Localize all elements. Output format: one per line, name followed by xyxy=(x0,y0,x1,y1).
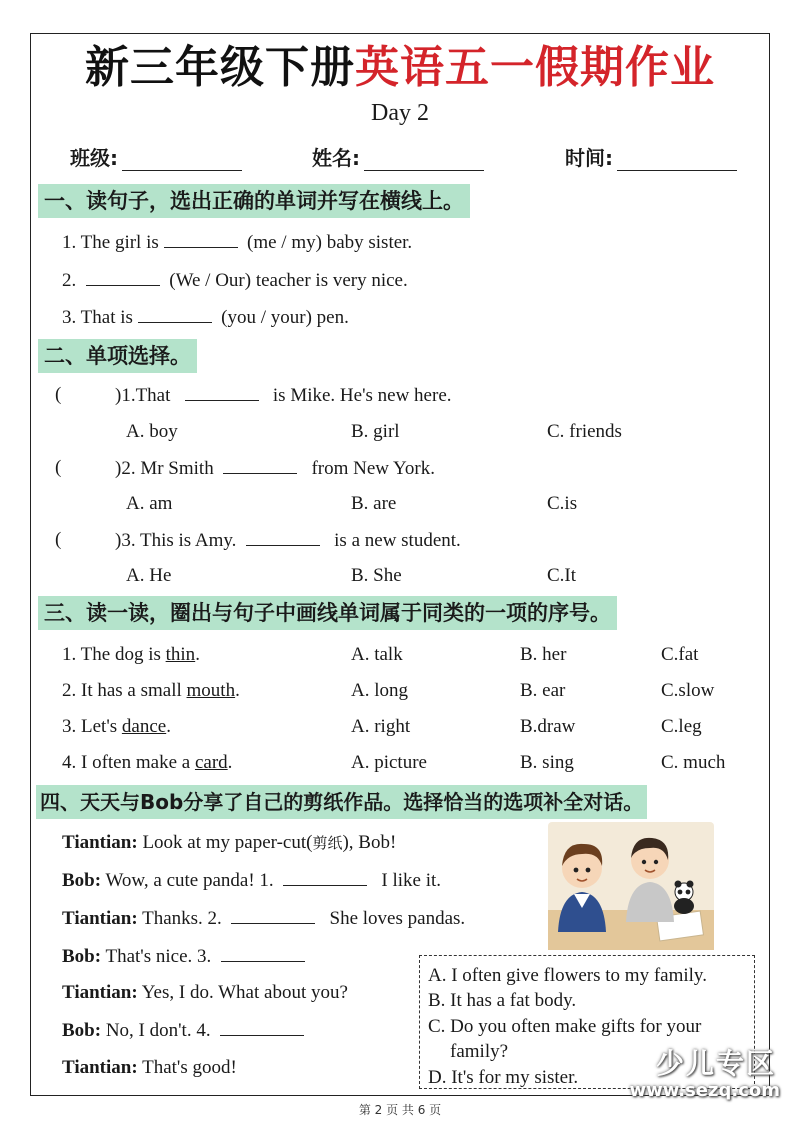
s3-item-1-opt-c: C.fat xyxy=(661,644,699,665)
dialog-5-pre: Yes, I do. What about you? xyxy=(137,982,348,1003)
s1-item-3 xyxy=(62,305,349,330)
title-red: 英语五一假期作业 xyxy=(355,42,715,93)
dialog-7-speaker: Tiantian: xyxy=(62,1057,138,1078)
s3-item-1-word: thin xyxy=(165,644,196,665)
s1-item-2 xyxy=(62,268,408,293)
dialog-3-blank[interactable] xyxy=(231,906,315,924)
title-black: 新三年级下册 xyxy=(85,42,355,93)
s1-item-2-pre: 2. xyxy=(62,270,77,291)
s2-item-3-post: is a new student. xyxy=(334,530,461,551)
name-field xyxy=(312,142,484,171)
s2-paren-2[interactable]: ( xyxy=(55,457,62,478)
dialog-line-2 xyxy=(62,868,441,893)
s3-item-2-opt-b: B. ear xyxy=(520,680,566,701)
dialog-1-speaker: Tiantian: xyxy=(62,832,138,853)
s2-item-3-opt-b: B. She xyxy=(351,565,402,586)
s1-item-1-pre: 1. The girl is xyxy=(62,232,159,253)
option-c-continued: family? xyxy=(450,1041,509,1062)
s3-item-3-opt-b: B.draw xyxy=(520,716,576,737)
section4-heading: 四、天天与Bob分享了自己的剪纸作品。选择恰当的选项补全对话。 xyxy=(36,785,647,819)
s2-item-3-opt-a: A. He xyxy=(126,565,172,586)
dialog-5-speaker: Tiantian: xyxy=(62,982,138,1003)
s2-item-1 xyxy=(115,383,452,408)
dialog-line-4 xyxy=(62,944,305,969)
s2-item-2-opt-a: A. am xyxy=(126,493,173,514)
dialog-line-5 xyxy=(62,981,348,1005)
s1-item-3-pre: 3. That is xyxy=(62,307,133,328)
time-blank[interactable] xyxy=(617,149,737,171)
page-title xyxy=(0,38,800,98)
dialog-1-cn: 剪纸 xyxy=(312,834,343,852)
s2-item-3 xyxy=(115,528,461,553)
dialog-line-6 xyxy=(62,1018,304,1043)
s3-item-1-opt-a: A. talk xyxy=(351,644,403,665)
site-watermark xyxy=(588,1040,788,1110)
s3-item-1-pre: 1. The dog is xyxy=(62,644,166,665)
s3-item-2-end: . xyxy=(235,680,240,701)
dialog-6-blank[interactable] xyxy=(220,1018,304,1036)
s1-item-1-post: (me / my) baby sister. xyxy=(247,232,413,253)
dialog-3-post: She loves pandas. xyxy=(329,908,466,929)
day-label: Day 2 xyxy=(371,100,429,126)
option-a: A. I often give flowers to my family. xyxy=(428,965,707,986)
s2-item-2-post: from New York. xyxy=(311,458,435,479)
dialog-4-pre: That's nice. 3. xyxy=(101,946,212,967)
s3-item-4 xyxy=(62,751,232,775)
s3-item-4-opt-a: A. picture xyxy=(351,752,427,773)
s3-item-3-opt-c: C.leg xyxy=(661,716,702,737)
s2-item-2 xyxy=(115,456,435,481)
s3-item-3-opt-a: A. right xyxy=(351,716,411,737)
s2-item-1-opt-b: B. girl xyxy=(351,421,400,442)
class-blank[interactable] xyxy=(122,149,242,171)
s3-item-1-end: . xyxy=(195,644,200,665)
s3-item-1-opt-b: B. her xyxy=(520,644,567,665)
dialog-line-1 xyxy=(62,831,396,855)
dialog-2-speaker: Bob: xyxy=(62,870,102,891)
s2-item-1-blank xyxy=(185,383,259,401)
s2-item-1-opt-c: C. friends xyxy=(547,421,622,442)
s2-item-1-opt-a: A. boy xyxy=(126,421,178,442)
s3-item-2 xyxy=(62,679,240,703)
s2-item-3-opt-c: C.It xyxy=(547,565,577,586)
s3-item-2-pre: 2. It has a small xyxy=(62,680,187,701)
s2-item-2-pre: )2. Mr Smith xyxy=(115,458,214,479)
dialog-1-post: ), Bob! xyxy=(342,832,397,853)
time-field xyxy=(565,142,737,171)
s3-item-4-opt-b: B. sing xyxy=(520,752,574,773)
s3-item-2-opt-a: A. long xyxy=(351,680,408,701)
option-c: C. Do you often make gifts for your xyxy=(428,1016,702,1037)
option-d: D. It's for my sister. xyxy=(428,1067,579,1088)
dialog-7-pre: That's good! xyxy=(137,1057,237,1078)
dialog-6-pre: No, I don't. 4. xyxy=(101,1020,211,1041)
dialog-1-pre: Look at my paper-cut( xyxy=(137,832,313,853)
class-label: 班级: xyxy=(70,146,118,170)
dialog-3-speaker: Tiantian: xyxy=(62,908,138,929)
s2-item-1-post: is Mike. He's new here. xyxy=(272,385,452,406)
s2-paren-1[interactable]: ( xyxy=(55,384,62,405)
s2-item-2-blank xyxy=(223,456,297,474)
s3-item-2-opt-c: C.slow xyxy=(661,680,715,701)
s2-item-2-opt-b: B. are xyxy=(351,493,397,514)
s3-item-1 xyxy=(62,643,200,667)
name-label: 姓名: xyxy=(312,146,360,170)
watermark-site: www.sezq.com xyxy=(629,1080,780,1101)
s2-item-3-pre: )3. This is Amy. xyxy=(115,530,237,551)
s1-item-3-post: (you / your) pen. xyxy=(221,307,349,328)
dialog-2-pre: Wow, a cute panda! 1. xyxy=(101,870,274,891)
s3-item-3 xyxy=(62,715,171,739)
section2-heading: 二、单项选择。 xyxy=(38,339,197,373)
option-b: B. It has a fat body. xyxy=(428,990,577,1011)
dialog-4-blank[interactable] xyxy=(221,944,305,962)
dialog-3-pre: Thanks. 2. xyxy=(137,908,222,929)
s2-item-1-pre: )1.That xyxy=(115,385,171,406)
dialog-6-speaker: Bob: xyxy=(62,1020,102,1041)
s1-item-1-blank[interactable] xyxy=(164,230,238,248)
children-papercut-illustration xyxy=(548,822,714,950)
dialog-line-7 xyxy=(62,1056,237,1080)
s3-item-4-end: . xyxy=(227,752,233,773)
s2-item-2-opt-c: C.is xyxy=(547,493,578,514)
s2-item-3-blank xyxy=(246,528,320,546)
section3-heading: 三、读一读，圈出与句子中画线单词属于同类的一项的序号。 xyxy=(38,596,617,630)
s1-item-2-blank[interactable] xyxy=(86,268,160,286)
dialog-2-blank[interactable] xyxy=(283,868,367,886)
s3-item-3-pre: 3. Let's xyxy=(62,716,122,737)
dialog-4-speaker: Bob: xyxy=(62,946,102,967)
s3-item-2-word: mouth xyxy=(186,680,236,701)
time-label: 时间: xyxy=(565,146,613,170)
s3-item-4-pre: 4. I often make a xyxy=(62,752,195,773)
s3-item-4-opt-c: C. much xyxy=(661,752,726,773)
s3-item-3-end: . xyxy=(166,716,171,737)
s1-item-2-post: (We / Our) teacher is very nice. xyxy=(169,270,408,291)
s1-item-1 xyxy=(62,230,412,255)
s3-item-4-word: card xyxy=(194,752,228,773)
dialog-line-3 xyxy=(62,906,465,931)
name-blank[interactable] xyxy=(364,149,484,171)
page-number: 第 2 页 共 6 页 xyxy=(358,1103,442,1117)
dialog-2-post: I like it. xyxy=(381,870,442,891)
class-field xyxy=(70,142,242,171)
s3-item-3-word: dance xyxy=(121,716,167,737)
section1-heading: 一、读句子，选出正确的单词并写在横线上。 xyxy=(38,184,470,218)
s1-item-3-blank[interactable] xyxy=(138,305,212,323)
s2-paren-3[interactable]: ( xyxy=(55,529,62,550)
watermark-name: 少儿专区 xyxy=(655,1047,776,1080)
